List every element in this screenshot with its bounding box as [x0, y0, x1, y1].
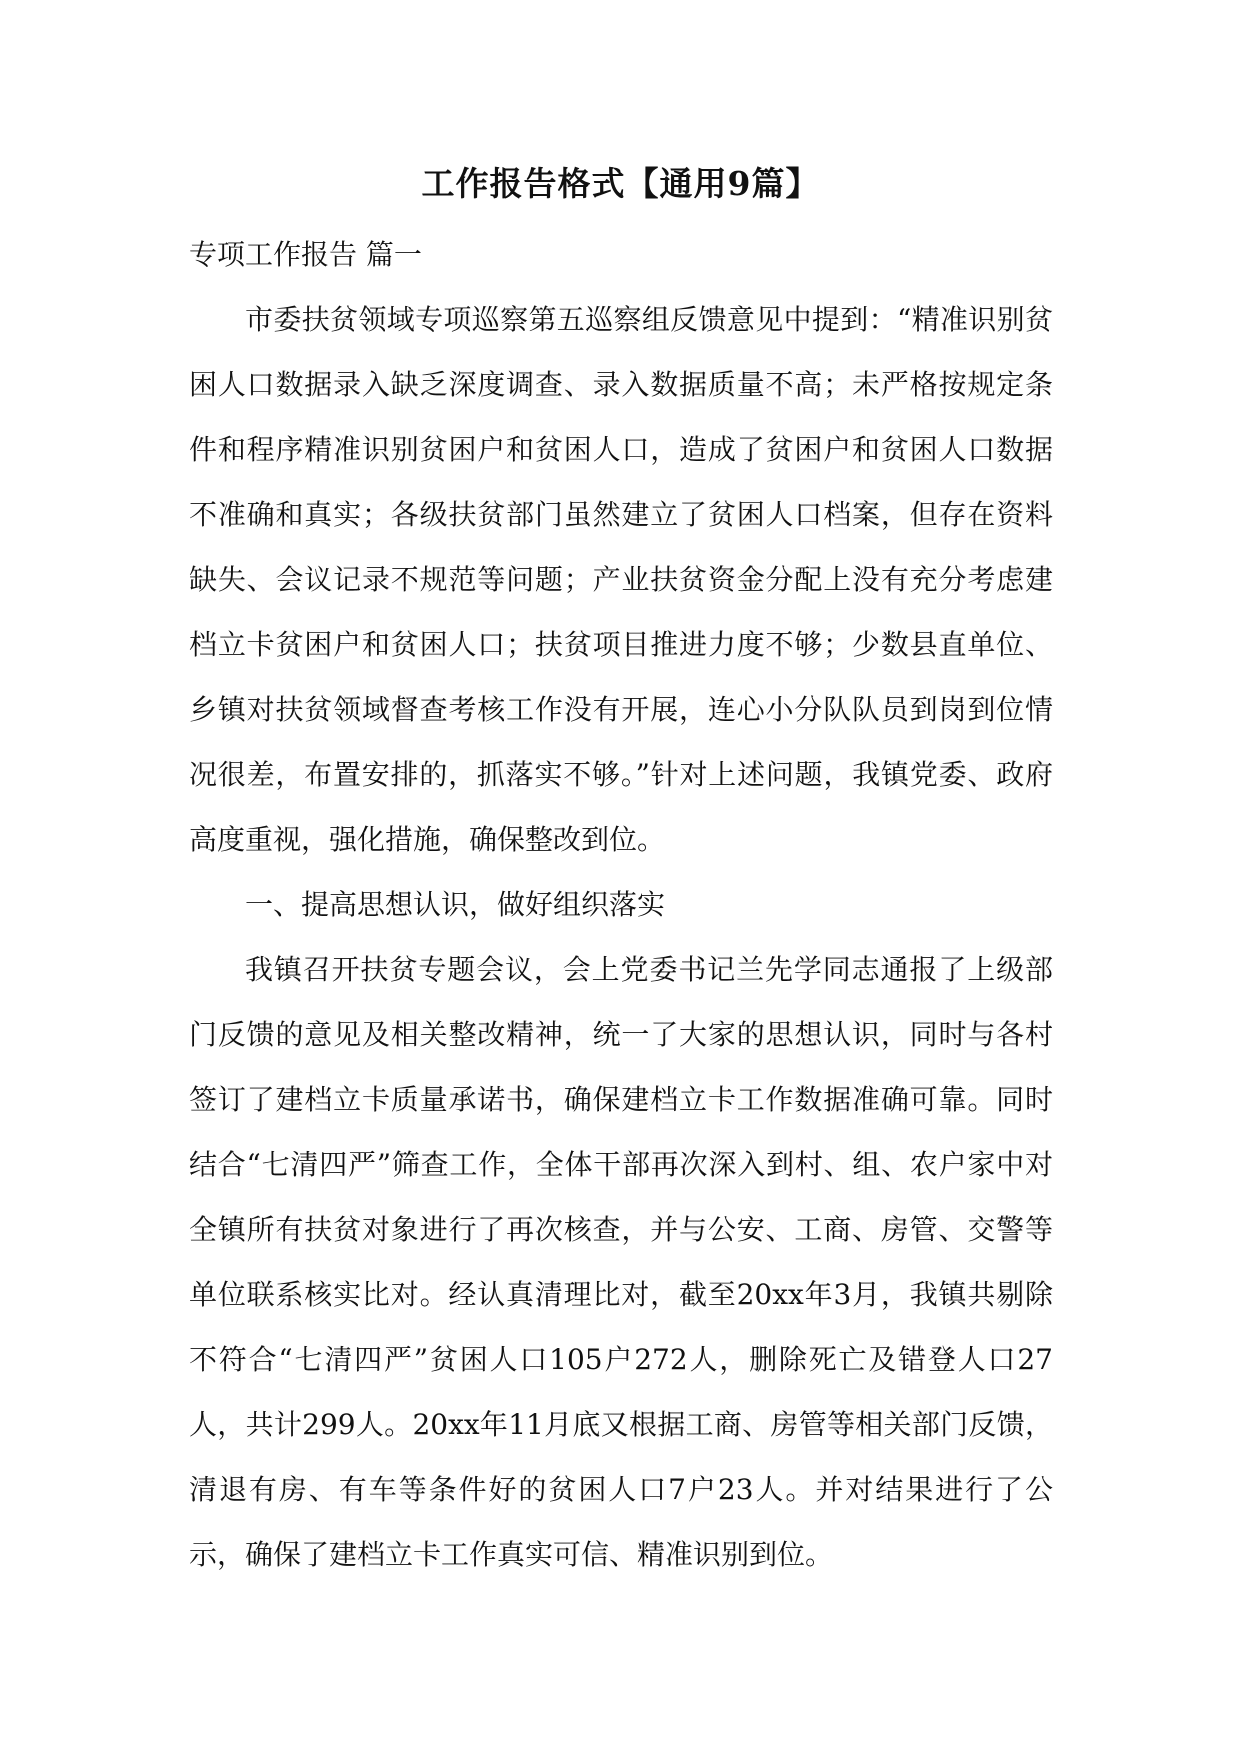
section-heading: 专项工作报告 篇一 [189, 238, 422, 271]
paragraph-details: 我镇召开扶贫专题会议，会上党委书记兰先学同志通报了上级部门反馈的意见及相关整改精神，统一了大家的思想认识，同时与各村签订了建档立卡质量承诺书，确保建档立卡工作数据准确可靠。同时结合“七清四严”筛查工作，全体干部再次深入到村、组、农户家中对全镇所有扶贫对象进行了再次核查，并与公安、工商、房管、交警等单位联系核实比对。经认真清理比对，截至20xx年3月，我镇共剔除不符合“七清四严”贫困人口105户272人，删除死亡及错登人口27人，共计299人。20xx年11月底又根据工商、房管等相关部门反馈，清退有房、有车等条件好的贫困人口7户23人。并对结果进行了公示，确保了建档立卡工作真实可信、精准识别到位。 [189, 953, 1053, 1571]
document-body [189, 222, 1053, 1587]
subheading-1: 一、提高思想认识，做好组织落实 [245, 888, 666, 921]
paragraph-intro: 市委扶贫领域专项巡察第五巡察组反馈意见中提到：“精准识别贫困人口数据录入缺乏深度调查、录入数据质量不高；未严格按规定条件和程序精准识别贫困户和贫困人口，造成了贫困户和贫困人口数据不准确和真实；各级扶贫部门虽然建立了贫困人口档案，但存在资料缺失、会议记录不规范等问题；产业扶贫资金分配上没有充分考虑建档立卡贫困户和贫困人口；扶贫项目推进力度不够；少数县直单位、乡镇对扶贫领域督查考核工作没有开展，连心小分队队员到岗到位情况很差，布置安排的，抓落实不够。”针对上述问题，我镇党委、政府高度重视，强化措施，确保整改到位。 [189, 303, 1053, 856]
document-title: 工作报告格式【通用9篇】 [421, 164, 820, 203]
